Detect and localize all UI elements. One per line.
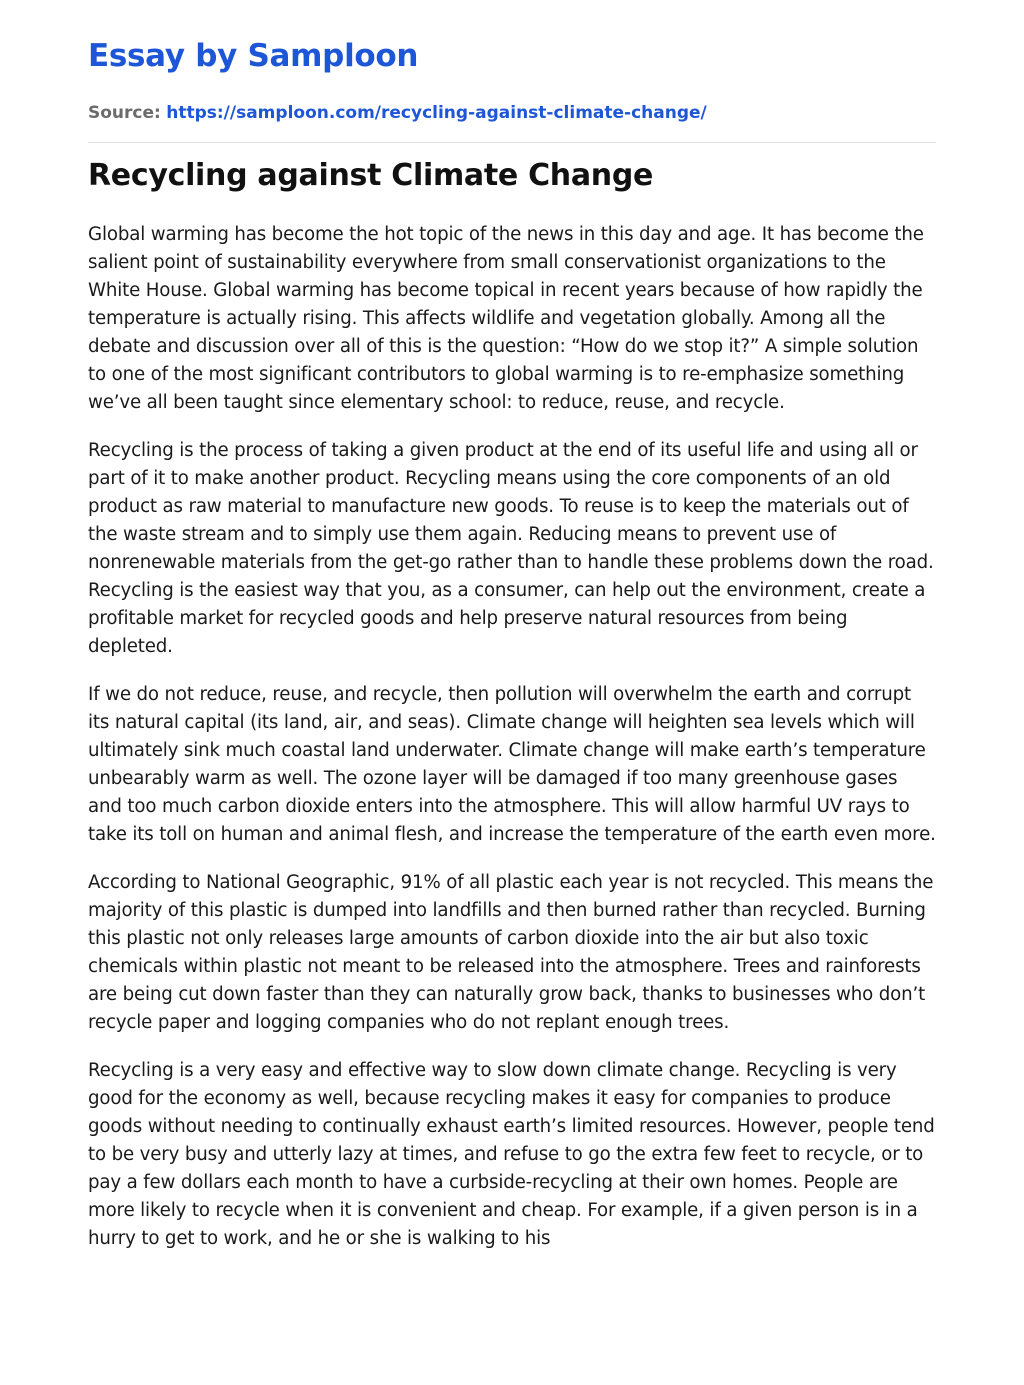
- essay-paragraph-3: If we do not reduce, reuse, and recycle, then pollution will overwhelm the earth and corrupt its natural capital (its land, air, and seas). Climate change will heighten sea levels which will ultimately sink much coastal land underwater. Climate change will make earth’s temperature unbearably warm as well. The ozone layer will be damaged if too many greenhouse gases and too much carbon dioxide enters into the atmosphere. This will allow harmful UV rays to take its toll on human and animal flesh, and increase the temperature of the earth even more.: [88, 684, 936, 845]
- page-title: Recycling against Climate Change: [88, 158, 654, 193]
- source-label: Source:: [88, 103, 161, 123]
- source-line: [88, 101, 707, 125]
- essay-paragraph-2: Recycling is the process of taking a given product at the end of its useful life and using all or part of it to make another product. Recycling means using the core components of an old product as raw material to manufacture new goods. To reuse is to keep the materials out of the waste stream and to simply use them again. Reducing means to prevent use of nonrenewable materials from the get-go rather than to handle these problems down the road. Recycling is the easiest way that you, as a consumer, can help out the environment, create a profitable market for recycled goods and help preserve natural resources from being depleted.: [88, 440, 934, 657]
- essay-body: [88, 221, 936, 1281]
- essay-paragraph-1: Global warming has become the hot topic of the news in this day and age. It has become the salient point of sustainability everywhere from small conservationist organizations to the White House. Global warming has become topical in recent years because of how rapidly the temperature is actually rising. This affects wildlife and vegetation globally. Among all the debate and discussion over all of this is the question: “How do we stop it?” A simple solution to one of the most significant contributors to global warming is to re-emphasize something we’ve all been taught since elementary school: to reduce, reuse, and recycle.: [88, 224, 924, 413]
- essay-paragraph-5: Recycling is a very easy and effective way to slow down climate change. Recycling is very good for the economy as well, because recycling makes it easy for companies to produce goods without needing to continually exhaust earth’s limited resources. However, people tend to be very busy and utterly lazy at times, and refuse to go the extra few feet to recycle, or to pay a few dollars each month to have a curbside-recycling at their own homes. People are more likely to recycle when it is convenient and cheap. For example, if a given person is in a hurry to get to work, and he or she is walking to his: [88, 1060, 935, 1249]
- brand-title: Essay by Samploon: [88, 38, 419, 74]
- header-divider: [88, 142, 936, 143]
- source-link[interactable]: https://samploon.com/recycling-against-climate-change/: [166, 103, 707, 123]
- essay-paragraph-4: According to National Geographic, 91% of all plastic each year is not recycled. This means the majority of this plastic is dumped into landfills and then burned rather than recycled. Burning this plastic not only releases large amounts of carbon dioxide into the air but also toxic chemicals within plastic not meant to be released into the atmosphere. Trees and rainforests are being cut down faster than they can naturally grow back, thanks to businesses who don’t recycle paper and logging companies who do not replant enough trees.: [88, 872, 934, 1033]
